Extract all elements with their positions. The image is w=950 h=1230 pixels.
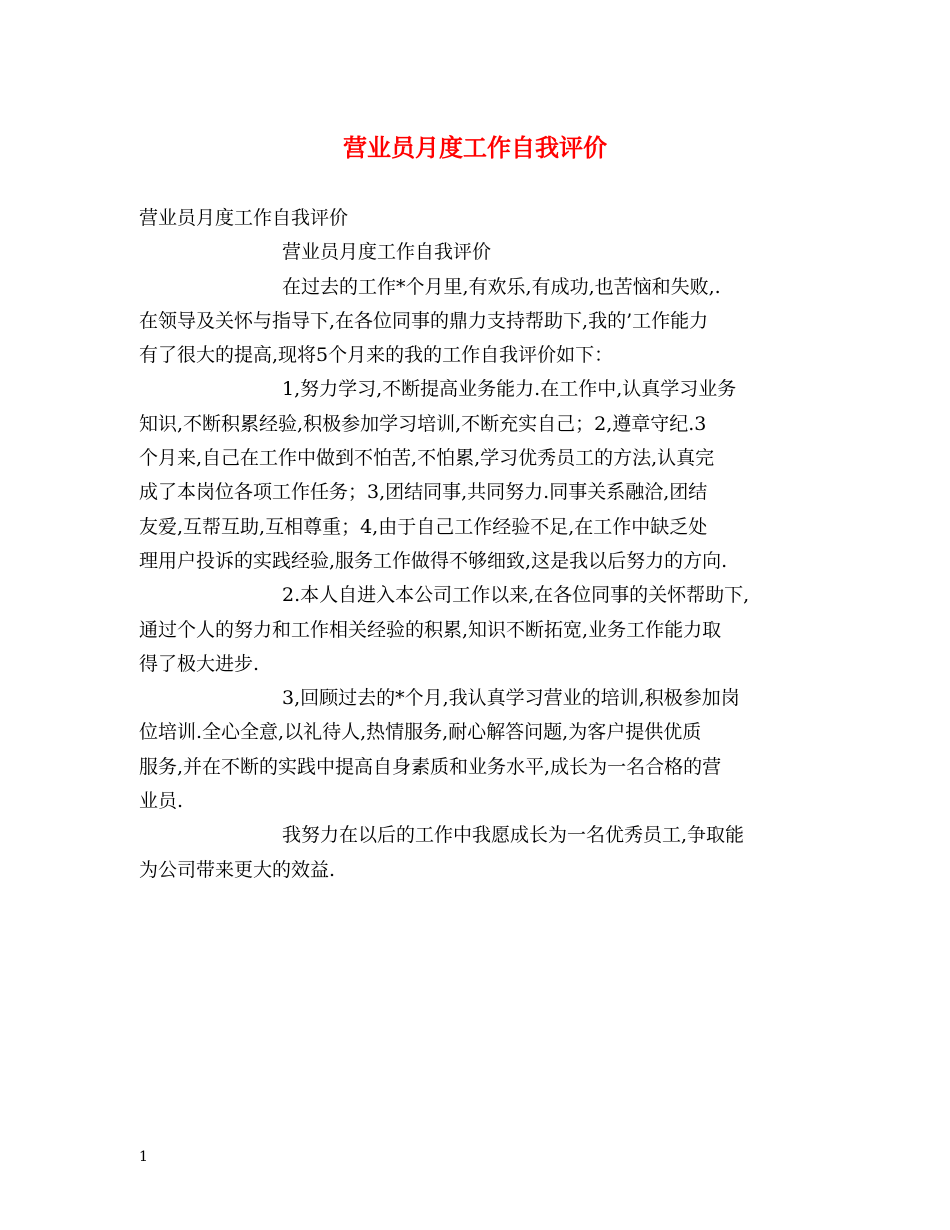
document-body — [139, 201, 813, 887]
paragraph-line: 服务,并在不断的实践中提高自身素质和业务水平,成长为一名合格的营 — [139, 755, 722, 778]
paragraph-line: 友爱,互帮互助,互相尊重；4,由于自己工作经验不足,在工作中缺乏处 — [139, 515, 708, 538]
paragraph-line: 得了极大进步. — [139, 652, 260, 675]
paragraph-line: 业员. — [139, 790, 184, 813]
paragraph-line: 知识,不断积累经验,积极参加学习培训,不断充实自己；2,遵章守纪.3 — [139, 412, 707, 435]
page-number: 1 — [139, 1149, 148, 1165]
paragraph-line: 在领导及关怀与指导下,在各位同事的鼎力支持帮助下,我的’工作能力 — [139, 309, 709, 332]
paragraph-line: 位培训.全心全意,以礼待人,热情服务,耐心解答问题,为客户提供优质 — [139, 721, 702, 744]
paragraph-line: 3,回顾过去的*个月,我认真学习营业的培训,积极参加岗 — [282, 687, 740, 710]
paragraph-line: 理用户投诉的实践经验,服务工作做得不够细致,这是我以后努力的方向. — [139, 549, 728, 572]
paragraph-line: 1,努力学习,不断提高业务能力.在工作中,认真学习业务 — [282, 378, 737, 401]
paragraph-line: 通过个人的努力和工作相关经验的积累,知识不断拓宽,业务工作能力取 — [139, 618, 722, 641]
paragraph-line: 成了本岗位各项工作任务；3,团结同事,共同努力.同事关系融洽,团结 — [139, 481, 708, 504]
paragraph-line: 我努力在以后的工作中我愿成长为一名优秀员工,争取能 — [282, 824, 745, 847]
subtitle-line: 营业员月度工作自我评价 — [139, 207, 349, 229]
document-title: 营业员月度工作自我评价 — [343, 133, 607, 162]
paragraph-line: 在过去的工作*个月里,有欢乐,有成功,也苦恼和失败,. — [282, 275, 721, 298]
paragraph-line: 个月来,自己在工作中做到不怕苦,不怕累,学习优秀员工的方法,认真完 — [139, 447, 715, 470]
paragraph-line: 有了很大的提高,现将5个月来的我的工作自我评价如下： — [139, 344, 614, 367]
paragraph-line: 为公司带来更大的效益. — [139, 858, 336, 881]
heading-line: 营业员月度工作自我评价 — [282, 241, 492, 264]
paragraph-line: 2.本人自进入本公司工作以来,在各位同事的关怀帮助下, — [282, 584, 750, 607]
